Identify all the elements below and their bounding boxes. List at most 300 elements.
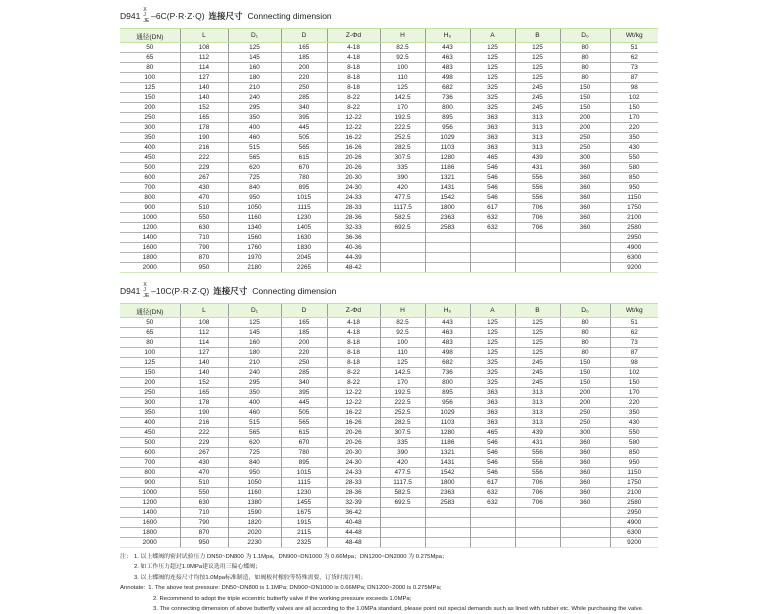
cell: 250: [560, 143, 610, 153]
cell: 950: [180, 538, 228, 548]
cell: 431: [515, 438, 560, 448]
cell: 152: [180, 103, 228, 113]
cell: 2020: [228, 528, 281, 538]
cell: 550: [180, 213, 228, 223]
cell: 125: [515, 53, 560, 63]
cell: 395: [281, 113, 327, 123]
table-row: [120, 318, 658, 328]
cell: 725: [228, 173, 281, 183]
cell: 190: [180, 408, 228, 418]
cell: 360: [560, 183, 610, 193]
cell: [425, 253, 470, 263]
cell: 325: [470, 358, 515, 368]
cell: 325: [470, 378, 515, 388]
cell: 125: [380, 83, 425, 93]
cell: [470, 263, 515, 273]
cell: 190: [180, 133, 228, 143]
cell: 460: [228, 133, 281, 143]
cell: 100: [380, 63, 425, 73]
cell: 8-18: [327, 358, 380, 368]
cell: [470, 518, 515, 528]
cell: 36-36: [327, 233, 380, 243]
cell: 80: [560, 73, 610, 83]
cell: 420: [380, 183, 425, 193]
cell: 1117.5: [380, 478, 425, 488]
cell: 73: [610, 338, 658, 348]
cell: 617: [470, 203, 515, 213]
cell: 24-33: [327, 193, 380, 203]
cell: 150: [560, 83, 610, 93]
cell: 295: [228, 103, 281, 113]
cell: 350: [228, 388, 281, 398]
note-cn-3: [120, 573, 660, 583]
cell: 12-22: [327, 388, 380, 398]
column-header: D₁: [228, 29, 281, 43]
cell: 363: [470, 133, 515, 143]
cell: 12-22: [327, 398, 380, 408]
cell: 125: [515, 73, 560, 83]
cell: 125: [470, 63, 515, 73]
cell: 178: [180, 398, 228, 408]
cell: 450: [120, 153, 180, 163]
cell: 556: [515, 468, 560, 478]
column-header: H: [380, 29, 425, 43]
table-row: [120, 508, 658, 518]
cell: 565: [228, 428, 281, 438]
cell: 431: [515, 163, 560, 173]
column-header: D: [281, 304, 327, 318]
cell: 1230: [281, 213, 327, 223]
table2-title: [120, 279, 660, 303]
cell: 229: [180, 438, 228, 448]
note-en-2: [120, 594, 660, 604]
cell: 360: [560, 438, 610, 448]
cell: 267: [180, 173, 228, 183]
cell: 1560: [228, 233, 281, 243]
cell: 546: [470, 163, 515, 173]
cell: 477.5: [380, 468, 425, 478]
cell: 325: [470, 93, 515, 103]
cell: 160: [228, 63, 281, 73]
cell: 313: [515, 408, 560, 418]
table-row: [120, 498, 658, 508]
cell: 340: [281, 103, 327, 113]
cell: 20-30: [327, 448, 380, 458]
cell: 1800: [120, 253, 180, 263]
table-row: [120, 223, 658, 233]
cell: 780: [281, 448, 327, 458]
table-row: [120, 368, 658, 378]
cell: 617: [470, 478, 515, 488]
table-row: [120, 253, 658, 263]
cell: 220: [281, 348, 327, 358]
cell: 363: [470, 143, 515, 153]
cell: [470, 508, 515, 518]
cell: 32-33: [327, 223, 380, 233]
cell: 360: [560, 498, 610, 508]
cell: 363: [470, 113, 515, 123]
cell: 2325: [281, 538, 327, 548]
cell: 430: [610, 418, 658, 428]
table-row: [120, 408, 658, 418]
cell: 430: [180, 183, 228, 193]
table-row: [120, 428, 658, 438]
cell: 510: [180, 203, 228, 213]
cell: [560, 233, 610, 243]
cell: 1431: [425, 458, 470, 468]
cell: 1186: [425, 438, 470, 448]
cell: 180: [228, 73, 281, 83]
cell: 450: [120, 428, 180, 438]
cell: 140: [180, 83, 228, 93]
cell: 546: [470, 438, 515, 448]
cell: 222.5: [380, 398, 425, 408]
cell: 363: [470, 408, 515, 418]
cell: 150: [560, 358, 610, 368]
note-en-1: [120, 583, 660, 593]
cell: 2580: [610, 498, 658, 508]
cell: 1160: [228, 488, 281, 498]
cell: 870: [180, 528, 228, 538]
header-row: [120, 29, 658, 43]
cell: 185: [281, 53, 327, 63]
cell: 1321: [425, 173, 470, 183]
cell: [380, 263, 425, 273]
table-row: [120, 348, 658, 358]
cell: 632: [470, 223, 515, 233]
cell: 222: [180, 153, 228, 163]
cell: 295: [228, 378, 281, 388]
cell: 210: [228, 358, 281, 368]
cell: 222.5: [380, 123, 425, 133]
cell: 44-48: [327, 528, 380, 538]
cell: 465: [470, 153, 515, 163]
cell: 700: [120, 183, 180, 193]
cell: 1542: [425, 468, 470, 478]
cell: 4900: [610, 518, 658, 528]
cell: 360: [560, 203, 610, 213]
table-row: [120, 478, 658, 488]
cell: 4-18: [327, 328, 380, 338]
variant-je: JE: [143, 292, 150, 299]
cell: 142.5: [380, 93, 425, 103]
cell: 313: [515, 113, 560, 123]
cell: 1800: [425, 478, 470, 488]
cell: 900: [120, 203, 180, 213]
cell: 28-36: [327, 213, 380, 223]
table-row: [120, 73, 658, 83]
cell: 360: [560, 173, 610, 183]
cell: 335: [380, 438, 425, 448]
cell: 165: [281, 43, 327, 53]
cell: 150: [120, 368, 180, 378]
table-row: [120, 528, 658, 538]
cell: 165: [281, 318, 327, 328]
cell: 895: [425, 113, 470, 123]
cell: 550: [610, 153, 658, 163]
cell: 98: [610, 358, 658, 368]
cell: 463: [425, 53, 470, 63]
cell: 252.5: [380, 133, 425, 143]
note-text: 2. 如工作压力超过1.0MPa建议选用三偏心蝶阀；: [134, 564, 261, 571]
cell: 1820: [228, 518, 281, 528]
column-header: L: [180, 304, 228, 318]
cell: 150: [560, 378, 610, 388]
cell: 160: [228, 338, 281, 348]
column-header: A: [470, 304, 515, 318]
cell: 220: [610, 398, 658, 408]
cell: 600: [120, 448, 180, 458]
cell: 222: [180, 428, 228, 438]
cell: 8-18: [327, 83, 380, 93]
cell: 150: [120, 93, 180, 103]
cell: 73: [610, 63, 658, 73]
column-header: B: [515, 29, 560, 43]
cell: 245: [515, 83, 560, 93]
table-row: [120, 123, 658, 133]
cell: [425, 243, 470, 253]
table-row: [120, 143, 658, 153]
cell: [425, 518, 470, 528]
cell: [515, 263, 560, 273]
cell: 1400: [120, 508, 180, 518]
cell: 210: [228, 83, 281, 93]
cell: 8-22: [327, 103, 380, 113]
cell: [380, 508, 425, 518]
cell: 51: [610, 318, 658, 328]
cell: 127: [180, 73, 228, 83]
cell: 62: [610, 328, 658, 338]
cell: 150: [560, 93, 610, 103]
cell: 98: [610, 83, 658, 93]
cell: 1029: [425, 408, 470, 418]
cell: 2100: [610, 213, 658, 223]
cell: [380, 243, 425, 253]
cell: 313: [515, 398, 560, 408]
cell: 313: [515, 418, 560, 428]
table-row: [120, 153, 658, 163]
pressure-code: –6C(P·R·Z·Q): [151, 11, 205, 21]
cell: 87: [610, 348, 658, 358]
cell: 125: [470, 338, 515, 348]
cell: [425, 528, 470, 538]
cell: 1431: [425, 183, 470, 193]
cell: 28-36: [327, 488, 380, 498]
cell: 102: [610, 93, 658, 103]
cell: 178: [180, 123, 228, 133]
cell: 950: [610, 458, 658, 468]
cell: 170: [380, 103, 425, 113]
cell: 546: [470, 183, 515, 193]
cell: 125: [470, 53, 515, 63]
cell: 546: [470, 448, 515, 458]
cell: 2583: [425, 498, 470, 508]
cell: 706: [515, 478, 560, 488]
cell: 2180: [228, 263, 281, 273]
cell: 4-18: [327, 43, 380, 53]
column-header: D₀: [560, 29, 610, 43]
cell: 1117.5: [380, 203, 425, 213]
table-row: [120, 388, 658, 398]
model-number: D941: [120, 286, 141, 296]
cell: 65: [120, 328, 180, 338]
cell: 546: [470, 458, 515, 468]
cell: 1103: [425, 418, 470, 428]
pressure-code: –10C(P·R·Z·Q): [151, 286, 210, 296]
cell: 360: [560, 488, 610, 498]
cell: 615: [281, 428, 327, 438]
column-header: D₁: [228, 304, 281, 318]
table-row: [120, 418, 658, 428]
cell: 245: [515, 378, 560, 388]
cell: 250: [560, 418, 610, 428]
cell: 2950: [610, 233, 658, 243]
table-row: [120, 488, 658, 498]
cell: 439: [515, 428, 560, 438]
cell: 216: [180, 143, 228, 153]
table-row: [120, 93, 658, 103]
cell: 1000: [120, 488, 180, 498]
cell: 505: [281, 133, 327, 143]
cell: 200: [560, 388, 610, 398]
cell: [515, 243, 560, 253]
cell: 706: [515, 488, 560, 498]
cell: 240: [228, 93, 281, 103]
cell: 325: [470, 103, 515, 113]
cell: [560, 508, 610, 518]
cell: 1000: [120, 213, 180, 223]
cell: [515, 253, 560, 263]
cell: [560, 263, 610, 273]
cell: 900: [120, 478, 180, 488]
column-header: Z-Φd: [327, 29, 380, 43]
cell: 682: [425, 358, 470, 368]
cell: 800: [425, 103, 470, 113]
cell: 125: [515, 318, 560, 328]
cell: 500: [120, 163, 180, 173]
cell: 1115: [281, 478, 327, 488]
cell: 185: [281, 328, 327, 338]
model-variant-stack: [143, 8, 149, 25]
cell: 2100: [610, 488, 658, 498]
cell: 1590: [228, 508, 281, 518]
cell: 44-39: [327, 253, 380, 263]
cell: 87: [610, 73, 658, 83]
cell: 2265: [281, 263, 327, 273]
cell: 32-39: [327, 498, 380, 508]
table-row: [120, 263, 658, 273]
cell: 200: [120, 103, 180, 113]
cell: 250: [560, 133, 610, 143]
cell: 1750: [610, 478, 658, 488]
cell: 100: [380, 338, 425, 348]
table-row: [120, 173, 658, 183]
cell: 240: [228, 368, 281, 378]
cell: 1200: [120, 498, 180, 508]
cell: 1160: [228, 213, 281, 223]
cell: 1200: [120, 223, 180, 233]
cell: 8-22: [327, 93, 380, 103]
cell: 632: [470, 488, 515, 498]
title-en: Connecting dimension: [247, 11, 332, 21]
cell: 2230: [228, 538, 281, 548]
cell: 307.5: [380, 153, 425, 163]
cell: 430: [180, 458, 228, 468]
cell: 245: [515, 358, 560, 368]
column-header: D: [281, 29, 327, 43]
cell: 692.5: [380, 223, 425, 233]
cell: 582.5: [380, 213, 425, 223]
cell: 682: [425, 83, 470, 93]
cell: 140: [180, 358, 228, 368]
cell: 20-26: [327, 428, 380, 438]
cell: 6300: [610, 253, 658, 263]
cell: 108: [180, 318, 228, 328]
table-row: [120, 358, 658, 368]
cell: 620: [228, 438, 281, 448]
cell: 165: [180, 388, 228, 398]
cell: 556: [515, 458, 560, 468]
cell: 325: [470, 368, 515, 378]
cell: 1800: [425, 203, 470, 213]
cell: [380, 233, 425, 243]
cell: 800: [120, 468, 180, 478]
cell: 145: [228, 328, 281, 338]
cell: 1760: [228, 243, 281, 253]
note-text: 2. Recommend to adopt the triple eccentric butterfly valve if the working pressure exceeds 1.0MPa;: [153, 595, 412, 602]
cell: 80: [560, 328, 610, 338]
cell: 895: [281, 183, 327, 193]
cell: 515: [228, 418, 281, 428]
cell: 360: [560, 213, 610, 223]
cell: 483: [425, 63, 470, 73]
column-header: Wt/kg: [610, 29, 658, 43]
cell: 170: [380, 378, 425, 388]
cell: 1280: [425, 428, 470, 438]
dimension-table-6c: [120, 28, 658, 273]
cell: [470, 538, 515, 548]
model-number: D941: [120, 11, 141, 21]
cell: 1600: [120, 518, 180, 528]
table-row: [120, 438, 658, 448]
cell: 16-26: [327, 418, 380, 428]
column-header: D₀: [560, 304, 610, 318]
cell: 252.5: [380, 408, 425, 418]
footnotes: [120, 552, 660, 614]
cell: 1542: [425, 193, 470, 203]
variant-x: X: [143, 6, 147, 13]
cell: [515, 508, 560, 518]
table-row: [120, 163, 658, 173]
cell: 950: [610, 183, 658, 193]
cell: 439: [515, 153, 560, 163]
cell: 790: [180, 243, 228, 253]
title-en: Connecting dimension: [252, 286, 337, 296]
note-label-en: Annotate:: [120, 585, 146, 592]
cell: 736: [425, 368, 470, 378]
cell: 125: [470, 348, 515, 358]
cell: [425, 233, 470, 243]
variant-je: JE: [143, 17, 150, 24]
cell: 140: [180, 93, 228, 103]
cell: 2580: [610, 223, 658, 233]
cell: 180: [228, 348, 281, 358]
cell: 1280: [425, 153, 470, 163]
cell: 350: [610, 408, 658, 418]
cell: 736: [425, 93, 470, 103]
cell: 102: [610, 368, 658, 378]
cell: 360: [560, 448, 610, 458]
